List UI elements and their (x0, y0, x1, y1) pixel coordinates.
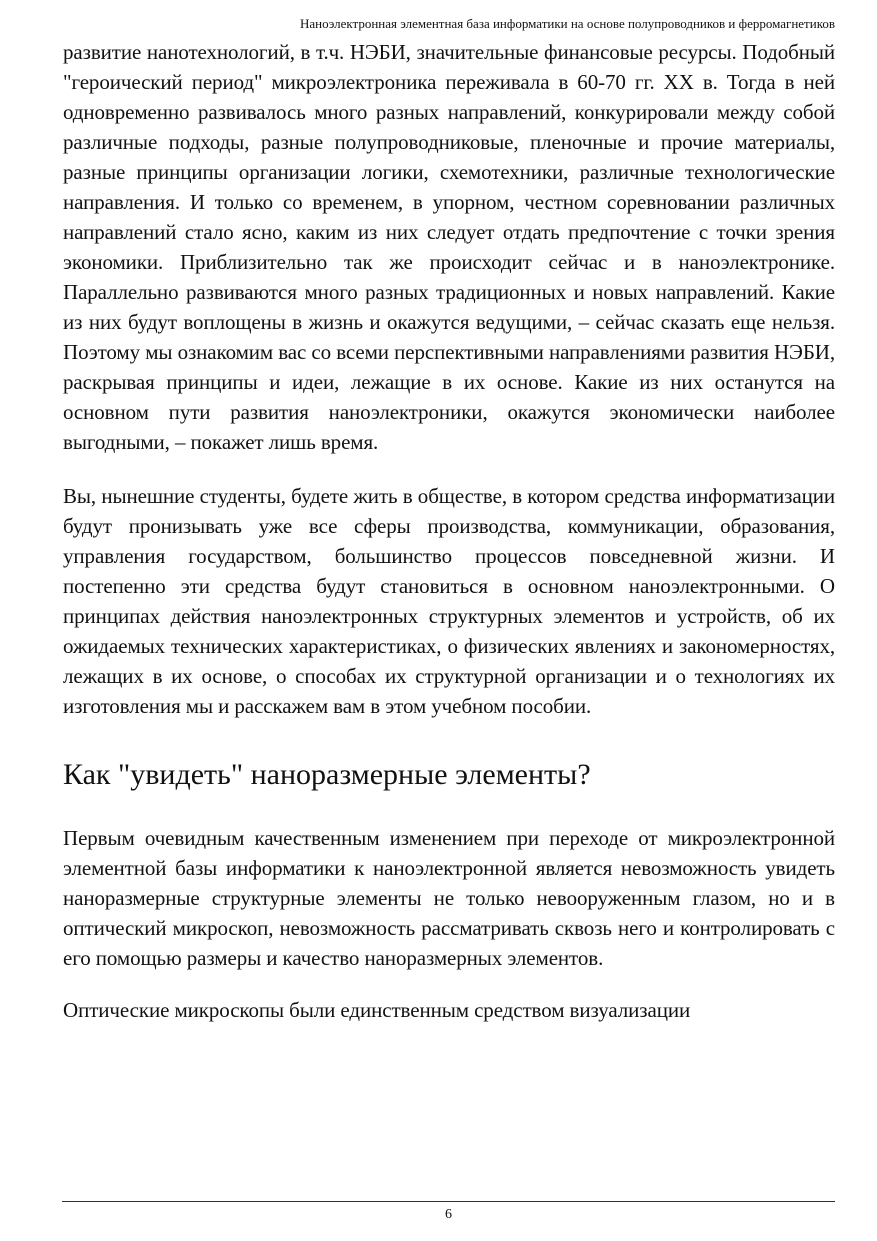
page-footer (62, 1201, 835, 1226)
body-paragraph: Вы, нынешние студенты, будете жить в обществе, в котором средства информатизации будут пронизывать уже все сферы производства, коммуникации, образования, управления государством, большинство процессов повседневной жизни. И постепенно эти средства будут становиться в основном наноэлектронными. О принципах действия наноэлектронных структурных элементов и устройств, об их ожидаемых технических характеристиках, о физических явлениях и закономерностях, лежащих в их основе, о способах их структурной организации и о технологиях их изготовления мы и расскажем вам в этом учебном пособии. (63, 484, 835, 718)
section-heading: Как "увидеть" наноразмерные элементы? (63, 758, 591, 791)
body-paragraph: Оптические микроскопы были единственным средством визуализации (63, 998, 691, 1022)
body-paragraph: Первым очевидным качественным изменением при переходе от микроэлектронной элементной базы информатики к наноэлектронной является невозможность увидеть наноразмерные структурные элементы не только невооруженным глазом, но и в оптический микроскоп, невозможность рассматривать сквозь него и контролировать с его помощью размеры и качество наноразмерных элементов. (63, 826, 835, 970)
body-paragraph: развитие нанотехнологий, в т.ч. НЭБИ, значительные финансовые ресурсы. Подобный "героический период" микроэлектроника переживала в 60-70 гг. XX в. Тогда в ней одновременно развивалось много разных направлений, конкурировали между собой различные подходы, разные полупроводниковые, пленочные и прочие материалы, разные принципы организации логики, схемотехники, различные технологические направления. И только со временем, в упорном, честном соревновании различных направлений стало ясно, каким из них следует отдать предпочтение с точки зрения экономики. Приблизительно так же происходит сейчас и в наноэлектронике. Параллельно развиваются много разных традиционных и новых направлений. Какие из них будут воплощены в жизнь и окажутся ведущими, – сейчас сказать еще нельзя. Поэтому мы ознакомим вас со всеми перспективными направлениями развития НЭБИ, раскрывая принципы и идеи, лежащие в их основе. Какие из них останутся на основном пути развития наноэлектроники, окажутся экономически наиболее выгодными, – покажет лишь время. (63, 40, 835, 454)
page-number: 6 (445, 1207, 452, 1222)
running-header: Наноэлектронная элементная база информатики на основе полупроводников и ферромагнетиков (299, 16, 835, 31)
page-content (63, 37, 835, 1025)
